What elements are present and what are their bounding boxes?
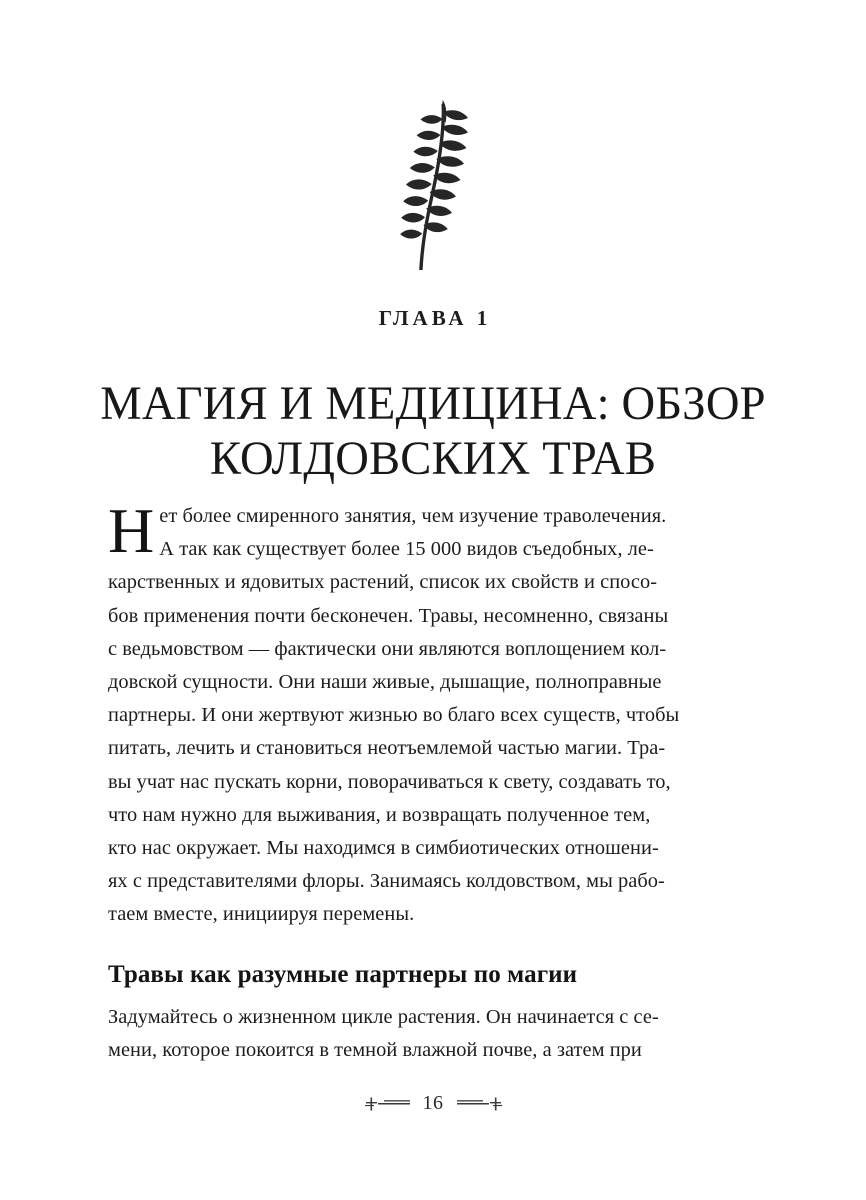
page-number: 16	[422, 1092, 444, 1114]
paragraph-line: мени, которое покоится в темной влажной почве, а затем при	[108, 1038, 642, 1061]
chapter-title-line-2: КОЛДОВСКИХ ТРАВ	[209, 432, 657, 486]
paragraph-section	[108, 1001, 758, 1067]
paragraph-line: бов применения почти бесконечен. Травы, несомненно, связаны	[108, 604, 669, 627]
herb-sprig-icon	[385, 98, 481, 274]
paragraph-line: Задумайтесь о жизненном цикле растения. Он начинается с се-	[108, 1005, 659, 1028]
paragraph-line: что нам нужно для выживания, и возвращать полученное тем,	[108, 803, 651, 826]
chapter-ornament	[0, 98, 866, 274]
paragraph-line: довской сущности. Они наши живые, дышащие, полноправные	[108, 671, 662, 694]
paragraph-line: питать, лечить и становиться неотъемлемой частью магии. Тра-	[108, 737, 666, 760]
section-subheading: Травы как разумные партнеры по магии	[108, 960, 578, 988]
page-title	[81, 376, 785, 486]
paragraph-line: кто нас окружает. Мы находимся в симбиотических отношени-	[108, 837, 659, 860]
page-footer	[0, 1092, 866, 1115]
footer-rule-left-icon	[364, 1096, 410, 1112]
chapter-label: ГЛАВА 1	[378, 306, 492, 330]
paragraph-line: таем вместе, инициируя перемены.	[108, 903, 415, 926]
body-text	[108, 495, 758, 1067]
paragraph-line: А так как существует более 15 000 видов съедобных, ле-	[159, 538, 654, 561]
footer-rule-right-icon	[457, 1096, 503, 1112]
paragraph-line: с ведьмовством — фактически они являются воплощением кол-	[108, 637, 667, 660]
chapter-title-line-1: МАГИЯ И МЕДИЦИНА: ОБЗОР	[100, 377, 766, 431]
paragraph-line: ях с представителями флоры. Занимаясь колдовством, мы рабо-	[108, 870, 665, 893]
drop-cap: Н	[108, 495, 155, 566]
paragraph-line: партнеры. И они жертвуют жизнью во благо всех существ, чтобы	[108, 704, 680, 727]
paragraph-intro	[108, 495, 758, 932]
paragraph-line: карственных и ядовитых растений, список их свойств и спосо-	[108, 571, 658, 594]
paragraph-line: ет более смиренного занятия, чем изучение траволечения.	[159, 505, 667, 527]
paragraph-line: вы учат нас пускать корни, поворачиваться к свету, создавать то,	[108, 770, 671, 793]
